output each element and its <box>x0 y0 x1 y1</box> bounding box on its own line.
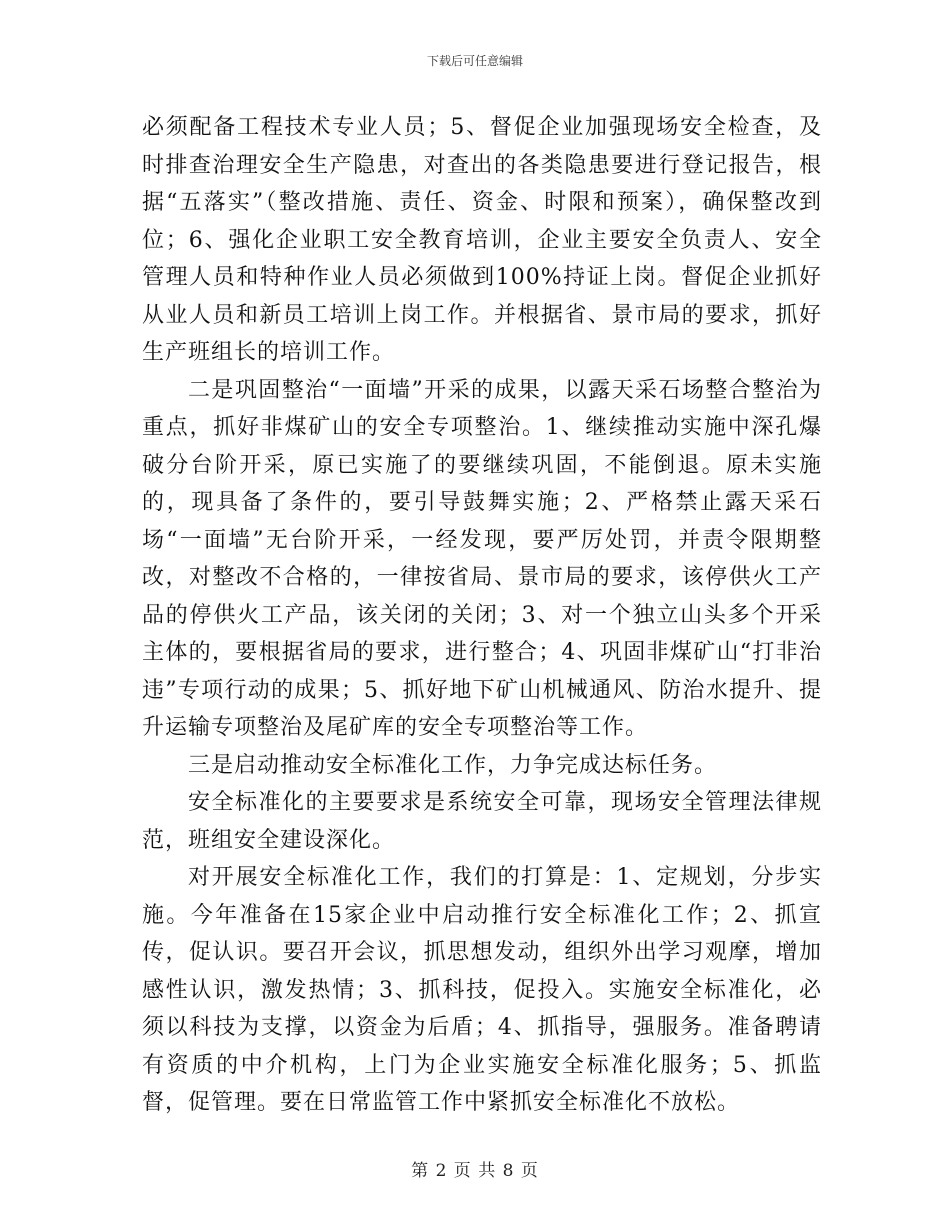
document-body <box>142 109 822 1122</box>
paragraph-standardization-plan: 对开展安全标准化工作，我们的打算是：1、定规划，分步实施。今年准备在15家企业中启动推行安全标准化工作；2、抓宣传，促认识。要召开会议，抓思想发动，组织外出学习观摩，增加感性认识，激发热情；3、抓科技，促投入。实施安全标准化，必须以科技为支撑，以资金为后盾；4、抓指导，强服务。准备聘请有资质的中介机构，上门为企业实施安全标准化服务；5、抓监督，促管理。要在日常监管工作中紧抓安全标准化不放松。 <box>142 865 822 1115</box>
paragraph-continuation: 必须配备工程技术专业人员；5、督促企业加强现场安全检查，及时排查治理安全生产隐患，对查出的各类隐患要进行登记报告，根据“五落实”（整改措施、责任、资金、时限和预案），确保整改到位；6、强化企业职工安全教育培训，企业主要安全负责人、安全管理人员和特种作业人员必须做到100%持证上岗。督促企业抓好从业人员和新员工培训上岗工作。并根据省、景市局的要求，抓好生产班组长的培训工作。 <box>142 115 822 365</box>
page-header-note: 下载后可任意编辑 <box>426 54 523 68</box>
page-number-footer: 第 2 页 共 8 页 <box>411 1161 539 1181</box>
paragraph-second-point: 二是巩固整治“一面墙”开采的成果，以露天采石场整合整治为重点，抓好非煤矿山的安全专项整治。1、继续推动实施中深孔爆破分台阶开采，原已实施了的要继续巩固，不能倒退。原未实施的，现具备了条件的，要引导鼓舞实施；2、严格禁止露天采石场“一面墙”无台阶开采，一经发现，要严厉处罚，并责令限期整改，对整改不合格的，一律按省局、景市局的要求，该停供火工产品的停供火工产品，该关闭的关闭；3、对一个独立山头多个开采主体的，要根据省局的要求，进行整合；4、巩固非煤矿山“打非治违”专项行动的成果；5、抓好地下矿山机械通风、防治水提升、提升运输专项整治及尾矿库的安全专项整治等工作。 <box>142 377 822 740</box>
paragraph-standardization-requirements: 安全标准化的主要要求是系统安全可靠，现场安全管理法律规范，班组安全建设深化。 <box>142 790 822 853</box>
paragraph-third-point: 三是启动推动安全标准化工作，力争完成达标任务。 <box>188 752 718 778</box>
